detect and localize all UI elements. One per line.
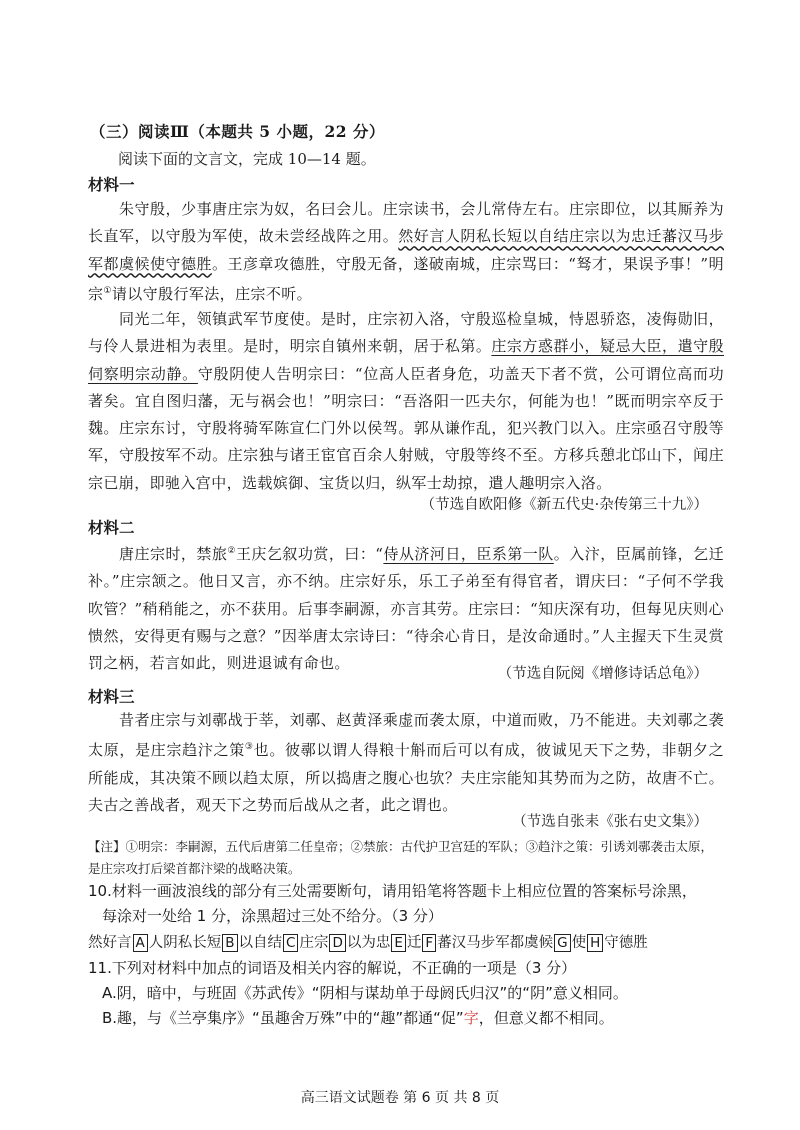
- text-run: 守殷阴使人告明宗曰：“位高人臣者身危，功盖天下者不赏，公可谓位高而功著矣。宜自图归藩，无与祸会也！”明宗曰：“吾洛阳一匹夫尔，何能为也！”既而明宗卒反于魏。: [88, 364, 724, 438]
- text-run: 请以守殷行军法，庄宗不听。: [111, 284, 313, 303]
- question-11-stem: 11.下列对材料中加点的词语及相关内容的解说，不正确的一项是（3 分）: [88, 959, 577, 977]
- text-run: 也。彼鄩以谓人得粮十斛而后可以有成，彼诚见天下之势，非朝夕之所能成，其决策不顾以趋太原，所以捣唐之腹心也欤？夫庄宗能知其势而为之防，故唐不亡。夫古之善战者，观天下之势而后战从之者，此之谓也。: [88, 741, 724, 814]
- option-box-h[interactable]: H: [587, 934, 603, 952]
- text-run: 。王彦章攻德胜，守殷无备，遂破南城，庄宗骂曰：“驽才，果误予事！”明宗: [88, 254, 724, 303]
- material-three-paragraph: [88, 707, 724, 819]
- material-one-title: 材料一: [88, 176, 135, 194]
- material-three-source: （节选自张耒《张右史文集》）: [512, 814, 708, 830]
- question-11: [88, 956, 748, 1031]
- text-run: 朱守殷，少事唐庄宗为奴，名曰会儿。庄宗读书，会儿常侍左右。庄宗即位，以其厮养为长直军，以守殷为军使，故未尝经战阵之用。: [88, 200, 724, 246]
- text-segment: 蕃汉马步军都虞候: [437, 935, 554, 951]
- wavy-underlined-passage: 然好言人阴私长短以自结庄宗以为忠迁蕃汉马步军都虞候使守德胜: [88, 227, 724, 273]
- question-10: [88, 879, 748, 929]
- footnote-marker: ①: [103, 285, 112, 296]
- footnote-marker: ③: [244, 742, 254, 753]
- text-segment: 迁: [406, 935, 422, 951]
- material-one-paragraph-3: 庄宗东讨，守殷将骑军陈宣仁门外以侯驾。郭从谦作乱，犯兴教门以入。庄宗亟召守殷等军，守殷按军不动。庄宗独与诸王宦官百余人射贼，守殷等终不至。方移兵憩北邙山下，闻庄宗已崩，即驰入宫中，选载嫔御、宝货以归，纵军士劫掠，遣人趣明宗入洛。: [88, 419, 724, 492]
- option-box-f[interactable]: F: [422, 934, 436, 952]
- question-10-scoring: 每涂对一处给 1 分，涂黑超过三处不给分。（3 分）: [102, 907, 443, 925]
- text-run: 同光二年，领镇武军节度使。是时，庄宗初入洛，守殷巡检皇城，恃恩骄恣，凌侮勋旧，与伶人景进相为表里。是时，明宗自镇州来朝，居于私第。: [88, 310, 724, 356]
- material-two-source: （节选自阮阅《增修诗话总龟》）: [497, 666, 708, 682]
- text-segment: 使: [571, 935, 587, 951]
- question-11-option-a: A.阴，暗中，与班固《苏武传》“阴相与谋劫单于母阏氏归汉”的“阴”意义相同。: [102, 984, 628, 1002]
- text-segment: 庄宗: [299, 935, 329, 951]
- footnote-marker: ②: [227, 546, 236, 556]
- material-one-source: （节选自欧阳修《新五代史·杂传第三十九》）: [420, 497, 708, 513]
- underlined-sentence: 侍从济河日，臣系第一队: [383, 545, 554, 563]
- option-box-e[interactable]: E: [391, 934, 406, 952]
- material-two-paragraph: [88, 538, 724, 677]
- question-10-stem: 10.材料一画波浪线的部分有三处需要断句，请用铅笔将答题卡上相应位置的答案标号涂黑，: [88, 882, 697, 900]
- annotation-note: 【注】①明宗：李嗣源，五代后唐第二任皇帝；②禁旅：古代护卫宫廷的军队；③趋汴之策：引诱刘鄩袭击太原，是庄宗攻打后梁首都汴梁的战略决策。: [88, 839, 714, 876]
- text-run: B.趣，与《兰亭集序》“虽趣舍万殊”中的“趣”都通“促”: [102, 1009, 464, 1027]
- option-box-g[interactable]: G: [554, 934, 570, 952]
- text-segment: 以自结: [238, 935, 283, 951]
- option-box-c[interactable]: C: [283, 934, 298, 952]
- text-run: ，但意义都不相同。: [478, 1009, 614, 1027]
- text-segment: 守德胜: [604, 935, 648, 951]
- underlined-sentence: 庄宗方惑群小，疑忌大臣，遣守殷伺察明宗动静。: [88, 337, 724, 383]
- option-box-d[interactable]: D: [329, 934, 345, 952]
- sentence-break-options: [88, 931, 748, 952]
- option-box-b[interactable]: B: [222, 934, 237, 952]
- text-run: 王庆乞叙功赏，曰：“: [235, 545, 384, 563]
- text-run: 。入汴，臣属前锋，乞迁补。”庄宗颔之。他日又言，亦不纳。庄宗好乐，乐工子弟至有得官者，谓庆曰：“子何不学我吹管？”稍稍能之，亦不获用。后事李嗣源，亦言其劳。庄宗曰：“知庆深有功，但每见庆则心愦然，安得更有赐与之意？”因举唐太宗诗曰：“待余心肯日，是汝命通时。”人主握天下生灵赏罚之柄，若言如此，则进退诚有命也。: [88, 545, 725, 673]
- red-handwritten-mark: 字: [463, 1009, 479, 1027]
- question-11-option-b: [88, 1006, 748, 1031]
- page-footer: 高三语文试题卷 第 6 页 共 8 页: [300, 1090, 500, 1106]
- text-segment: 以为忠: [346, 935, 391, 951]
- material-three-title: 材料三: [88, 688, 135, 706]
- section-title: （三）阅读Ⅲ（本题共 5 小题，22 分）: [90, 122, 385, 141]
- option-box-a[interactable]: A: [133, 934, 148, 952]
- text-run: 昔者庄宗与刘鄩战于莘，刘鄩、赵黄泽乘虚而袭太原，中道而败，乃不能进。夫刘鄩之袭太原，是庄宗趋汴之策: [88, 711, 724, 760]
- text-run: 唐庄宗时，禁旅: [119, 545, 228, 563]
- text-segment: 人阴私长短: [148, 935, 222, 951]
- text-segment: 然好言: [88, 935, 132, 951]
- reading-instruction: 阅读下面的文言文，完成 10—14 题。: [118, 150, 376, 168]
- material-two-title: 材料二: [88, 519, 135, 537]
- material-one-paragraph-1: [88, 196, 724, 308]
